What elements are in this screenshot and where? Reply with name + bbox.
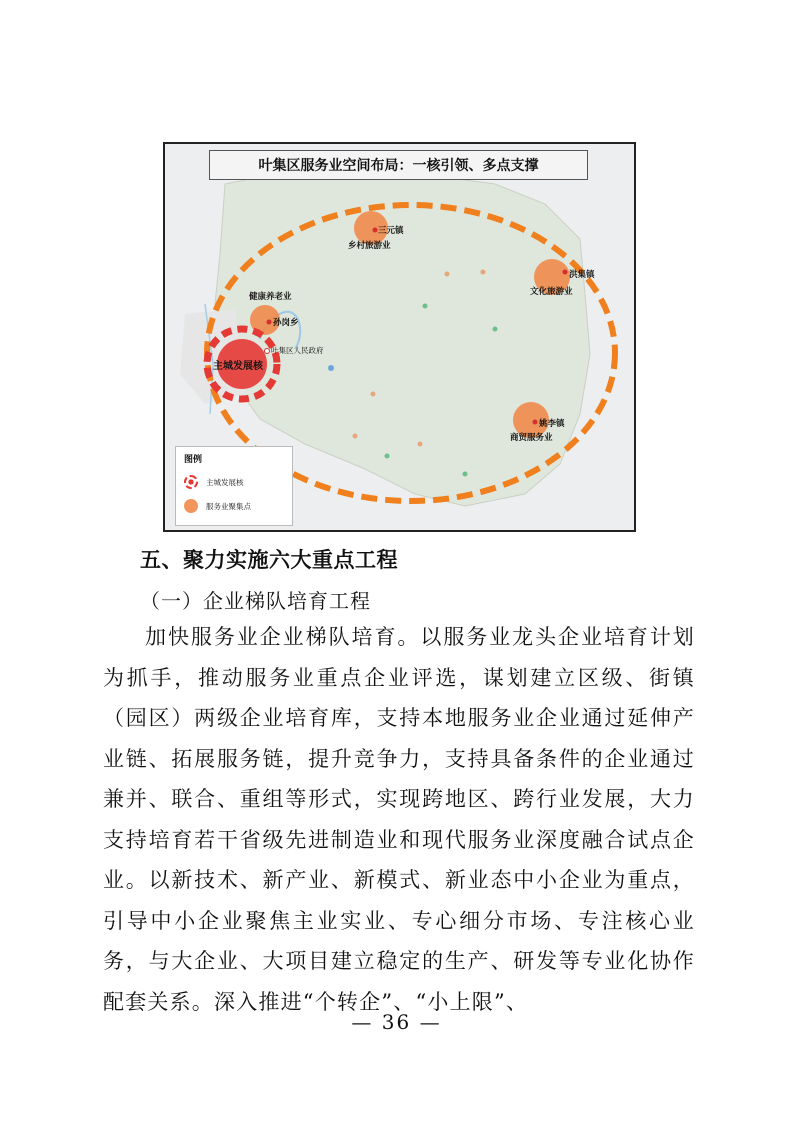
page-number: — 36 — — [351, 1010, 442, 1034]
town-label-yaoli: 姚李镇 — [539, 419, 565, 429]
map-legend — [175, 446, 293, 526]
service-marker-icon — [184, 499, 198, 513]
legend-service-label: 服务业聚集点 — [206, 501, 251, 511]
map-figure — [163, 142, 636, 532]
industry-label-hongji: 文化旅游业 — [530, 287, 573, 297]
town-label-hongji: 洪集镇 — [569, 270, 595, 280]
core-label: 主城发展核 — [213, 361, 263, 372]
town-label-sungang: 孙岗乡 — [273, 318, 299, 328]
legend-row-service — [184, 499, 251, 513]
body-paragraph: 加快服务业企业梯队培育。以服务业龙头企业培育计划为抓手，推动服务业重点企业评选，谋划建立区级、街镇（园区）两级企业培育库，支持本地服务业企业通过延伸产业链、拓展服务链，提升竞争力，支持具备条件的企业通过兼并、联合、重组等形式，实现跨地区、跨行业发展，大力支持培育若干省级先进制造业和现代服务业深度融合试点企业。以新技术、新产业、新模式、新业态中小企业为重点，引导中小企业聚焦主业实业、专心细分市场、专注核心业务，与大企业、大项目建立稳定的生产、研发等专业化协作配套关系。深入推进“个转企”、“小上限”、 — [103, 625, 695, 1014]
town-label-sanyuan: 三元镇 — [378, 226, 404, 236]
legend-core-label: 主城发展核 — [206, 477, 244, 487]
govt-label: 叶集区人民政府 — [271, 346, 324, 355]
map-title: 叶集区服务业空间布局：一核引领、多点支撑 — [209, 150, 588, 180]
section-heading: 五、聚力实施六大重点工程 — [140, 548, 398, 572]
industry-label-sungang: 健康养老业 — [249, 292, 292, 302]
core-marker-icon — [184, 475, 198, 489]
section-subheading: （一）企业梯队培育工程 — [140, 589, 371, 613]
industry-label-sanyuan: 乡村旅游业 — [348, 241, 391, 251]
legend-title: 图例 — [184, 455, 203, 465]
industry-label-yaoli: 商贸服务业 — [510, 433, 553, 443]
legend-row-core — [184, 475, 244, 489]
